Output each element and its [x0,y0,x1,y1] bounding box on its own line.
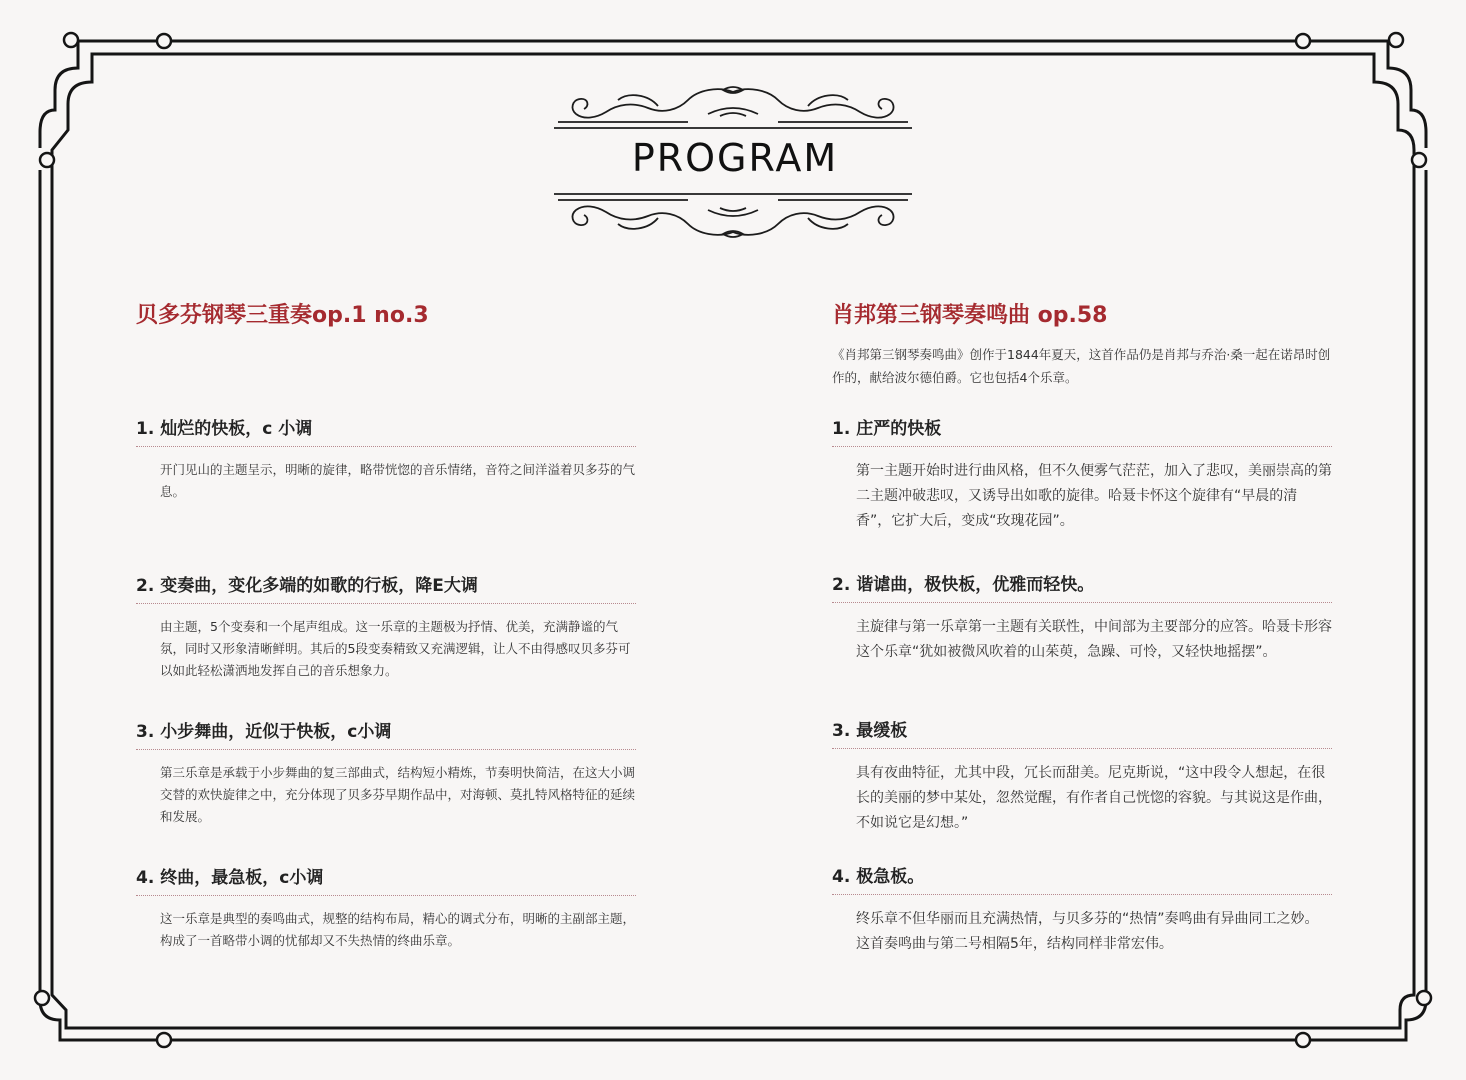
beethoven-movement-4 [136,863,636,952]
movement-description: 由主题，5个变奏和一个尾声组成。这一乐章的主题极为抒情、优美，充满静谧的气氛，同时又形象清晰鲜明。其后的5段变奏精致又充满逻辑，让人不由得感叹贝多芬可以如此轻松潇洒地发挥自己的音乐想象力。 [160,619,631,678]
movement-description: 第一主题开始时进行曲风格，但不久便雾气茫茫，加入了悲叹，美丽崇高的第二主题冲破悲叹，又诱导出如歌的旋律。哈聂卡怀这个旋律有“早晨的清香”，它扩大后，变成“玫瑰花园”。 [856,463,1332,529]
movement-description: 终乐章不但华丽而且充满热情，与贝多芬的“热情”奏鸣曲有异曲同工之妙。这首奏鸣曲与第二号相隔5年，结构同样非常宏伟。 [856,911,1319,952]
movement-heading [832,570,1332,603]
chopin-movement-2 [832,570,1332,665]
movement-heading [136,863,636,896]
movement-title: 变奏曲，变化多端的如歌的行板，降E大调 [160,576,478,596]
movement-number: 4. [832,867,851,887]
movement-title: 小步舞曲，近似于快板，c小调 [160,722,392,742]
movement-number: 2. [136,576,155,596]
program-title: PROGRAM [631,136,839,180]
movement-description: 第三乐章是承载于小步舞曲的复三部曲式，结构短小精炼，节奏明快简洁，在这大小调交替的欢快旋律之中，充分体现了贝多芬早期作品中，对海顿、莫扎特风格特征的延续和发展。 [160,765,636,824]
chopin-movement-1 [832,414,1332,534]
movement-title: 极急板。 [856,867,925,887]
movement-description: 开门见山的主题呈示，明晰的旋律，略带恍惚的音乐情绪，音符之间洋溢着贝多芬的气息。 [160,462,636,499]
bottom-flourish-ornament [548,190,918,242]
beethoven-movement-1 [136,414,636,503]
movement-heading [136,717,636,750]
movement-description: 主旋律与第一乐章第一主题有关联性，中间部为主要部分的应答。哈聂卡形容这个乐章“犹如被微风吹着的山茱萸，急躁、可怜，又轻快地摇摆”。 [856,619,1332,660]
movement-number: 1. [136,419,155,439]
movement-heading [136,571,636,604]
movement-title: 终曲，最急板，c小调 [160,868,324,888]
movement-description: 这一乐章是典型的奏鸣曲式，规整的结构布局，精心的调式分布，明晰的主副部主题，构成了一首略带小调的忧郁却又不失热情的终曲乐章。 [160,911,636,948]
chopin-program-column [832,298,1332,952]
movement-number: 4. [136,868,155,888]
top-flourish-ornament [548,84,918,134]
movement-number: 3. [832,721,851,741]
movement-heading [832,716,1332,749]
chopin-movement-3 [832,716,1332,836]
movement-heading [832,862,1332,895]
movement-heading [832,414,1332,447]
beethoven-movement-2 [136,571,636,682]
movement-title: 谐谑曲，极快板，优雅而轻快。 [856,575,1095,595]
movement-number: 1. [832,419,851,439]
movement-title: 庄严的快板 [856,419,942,439]
beethoven-movement-3 [136,717,636,828]
beethoven-program-column [136,298,636,948]
movement-number: 3. [136,722,155,742]
beethoven-piece-title: 贝多芬钢琴三重奏op.1 no.3 [136,303,429,328]
movement-number: 2. [832,575,851,595]
chopin-intro-text: 《肖邦第三钢琴奏鸣曲》创作于1844年夏天，这首作品仍是肖邦与乔治·桑一起在诺昂时创作的，献给波尔德伯爵。它也包括4个乐章。 [832,347,1331,385]
chopin-movement-4 [832,862,1332,957]
movement-description: 具有夜曲特征，尤其中段，冗长而甜美。尼克斯说，“这中段令人想起，在很长的美丽的梦中某处，忽然觉醒，有作者自己恍惚的容貌。与其说这是作曲，不如说它是幻想。” [856,765,1332,831]
movement-title: 最缓板 [856,721,908,741]
movement-heading [136,414,636,447]
chopin-piece-title: 肖邦第三钢琴奏鸣曲 op.58 [832,303,1108,328]
movement-title: 灿烂的快板，c 小调 [160,419,313,439]
